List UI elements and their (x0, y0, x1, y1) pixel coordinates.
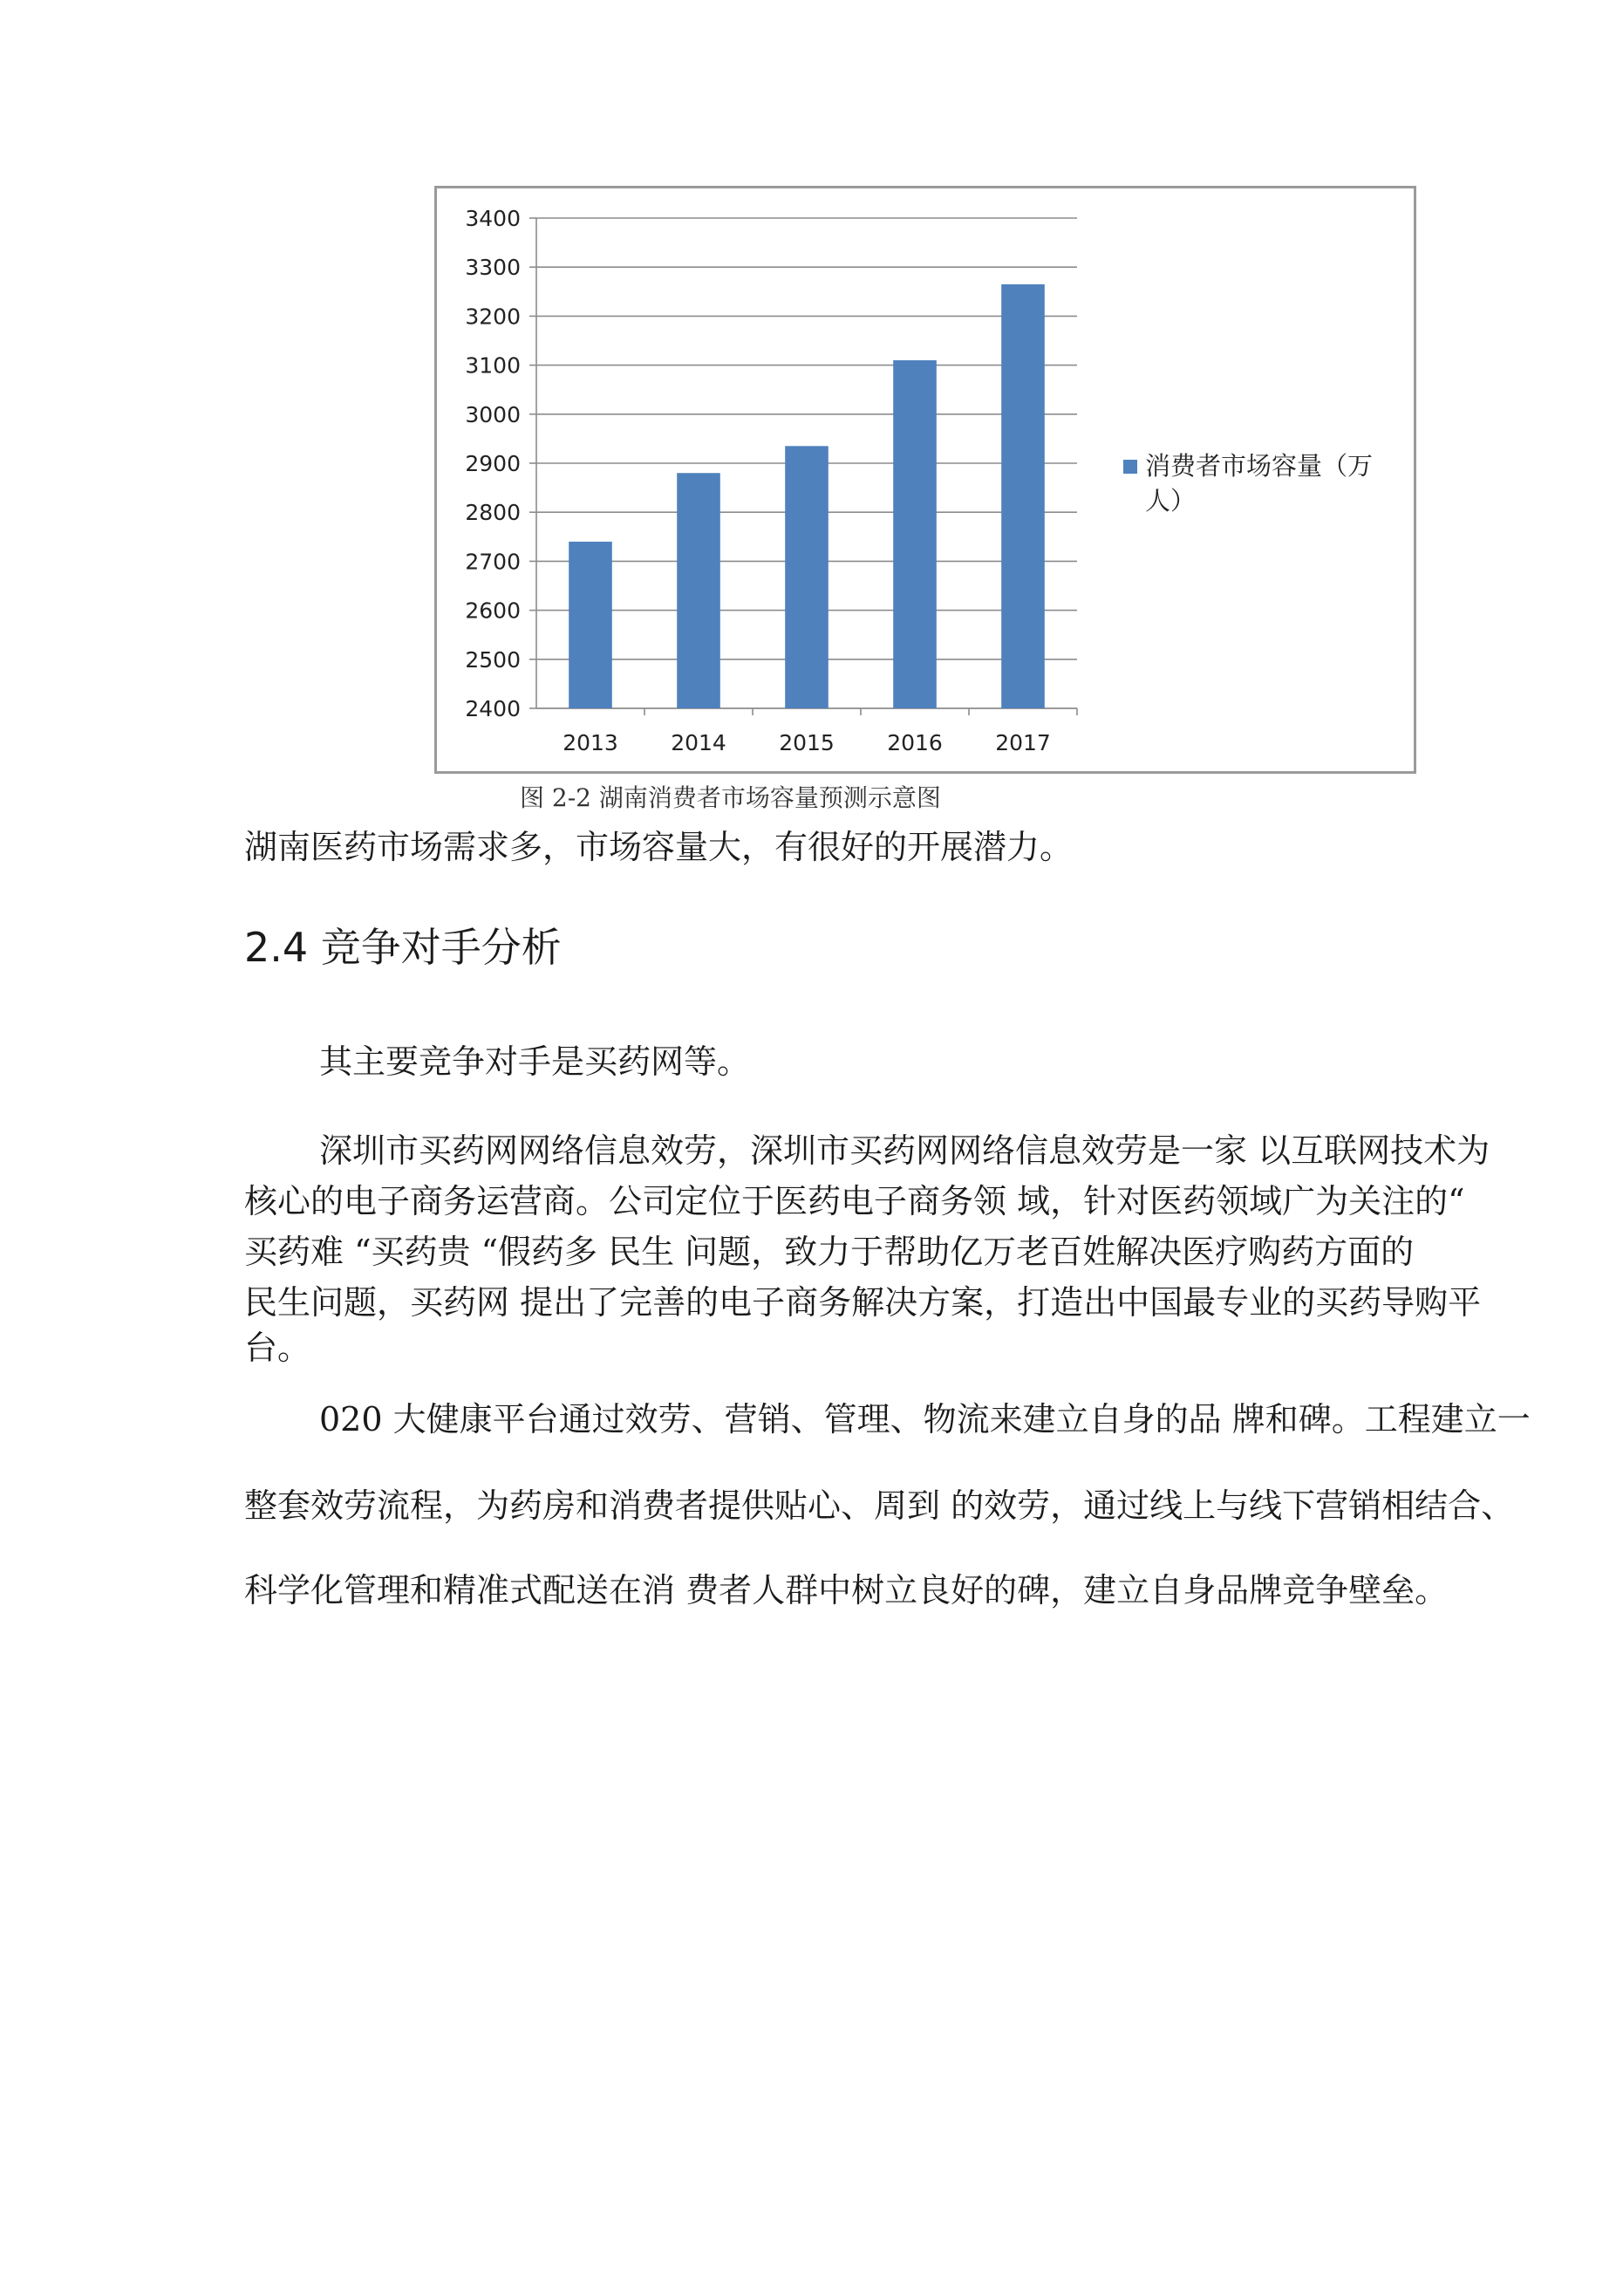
bar-chart (437, 188, 1414, 771)
paragraph-market-summary: 湖南医药市场需求多，市场容量大，有很好的开展潜力。 (244, 828, 1074, 866)
paragraph-shenzhen-line-4: 民生问题，买药网 提出了完善的电子商务解决方案，打造出中国最专业的买药导购平 (244, 1283, 1482, 1322)
y-tick-label: 3100 (465, 352, 521, 379)
y-tick-label: 2500 (465, 646, 521, 673)
legend-label: 消费者市场容量（万 (1145, 451, 1374, 481)
bar (677, 473, 720, 708)
y-tick-label: 2400 (465, 696, 521, 721)
x-tick-label: 2016 (887, 730, 943, 755)
paragraph-competitor: 其主要竞争对手是买药网等。 (319, 1042, 751, 1081)
paragraph-o2o-line-1: 020 大健康平台通过效劳、营销、管理、物流来建立自身的品 牌和碑。工程建立一 (319, 1400, 1531, 1438)
bar (1001, 284, 1045, 708)
y-tick-label: 2600 (465, 598, 521, 624)
x-tick-label: 2017 (995, 730, 1051, 755)
bar (569, 542, 612, 708)
section-heading: 2.4 竞争对手分析 (244, 924, 562, 971)
legend-swatch (1123, 460, 1137, 474)
y-tick-label: 2900 (465, 451, 521, 476)
y-tick-label: 3300 (465, 255, 521, 281)
y-tick-label: 2800 (465, 500, 521, 526)
y-tick-label: 3000 (465, 401, 521, 427)
x-tick-label: 2013 (563, 730, 618, 755)
legend-label: 人） (1145, 486, 1197, 516)
paragraph-shenzhen-line-1: 深圳市买药网网络信息效劳，深圳市买药网网络信息效劳是一家 以互联网技术为 (319, 1131, 1490, 1170)
y-tick-label: 3200 (465, 304, 521, 330)
figure-caption: 图 2-2 湖南消费者市场容量预测示意图 (520, 783, 941, 812)
paragraph-o2o-line-3: 科学化管理和精准式配送在消 费者人群中树立良好的碑，建立自身品牌竞争壁垒。 (244, 1571, 1449, 1609)
paragraph-shenzhen-line-3: 买药难 “买药贵 “假药多 民生 问题，致力于帮助亿万老百姓解决医疗购药方面的 (244, 1233, 1415, 1271)
x-tick-label: 2015 (779, 730, 835, 755)
x-tick-label: 2014 (671, 730, 726, 755)
bar (785, 446, 829, 708)
paragraph-shenzhen-line-5: 台。 (244, 1329, 311, 1367)
bar (893, 360, 937, 708)
y-tick-label: 2700 (465, 549, 521, 575)
paragraph-o2o-line-2: 整套效劳流程，为药房和消费者提供贴心、周到 的效劳，通过线上与线下营销相结合、 (244, 1486, 1515, 1525)
paragraph-shenzhen-line-2: 核心的电子商务运营商。公司定位于医药电子商务领 域，针对医药领域广为关注的“ (244, 1182, 1465, 1220)
y-tick-label: 3400 (465, 206, 521, 231)
chart-frame (434, 186, 1416, 774)
